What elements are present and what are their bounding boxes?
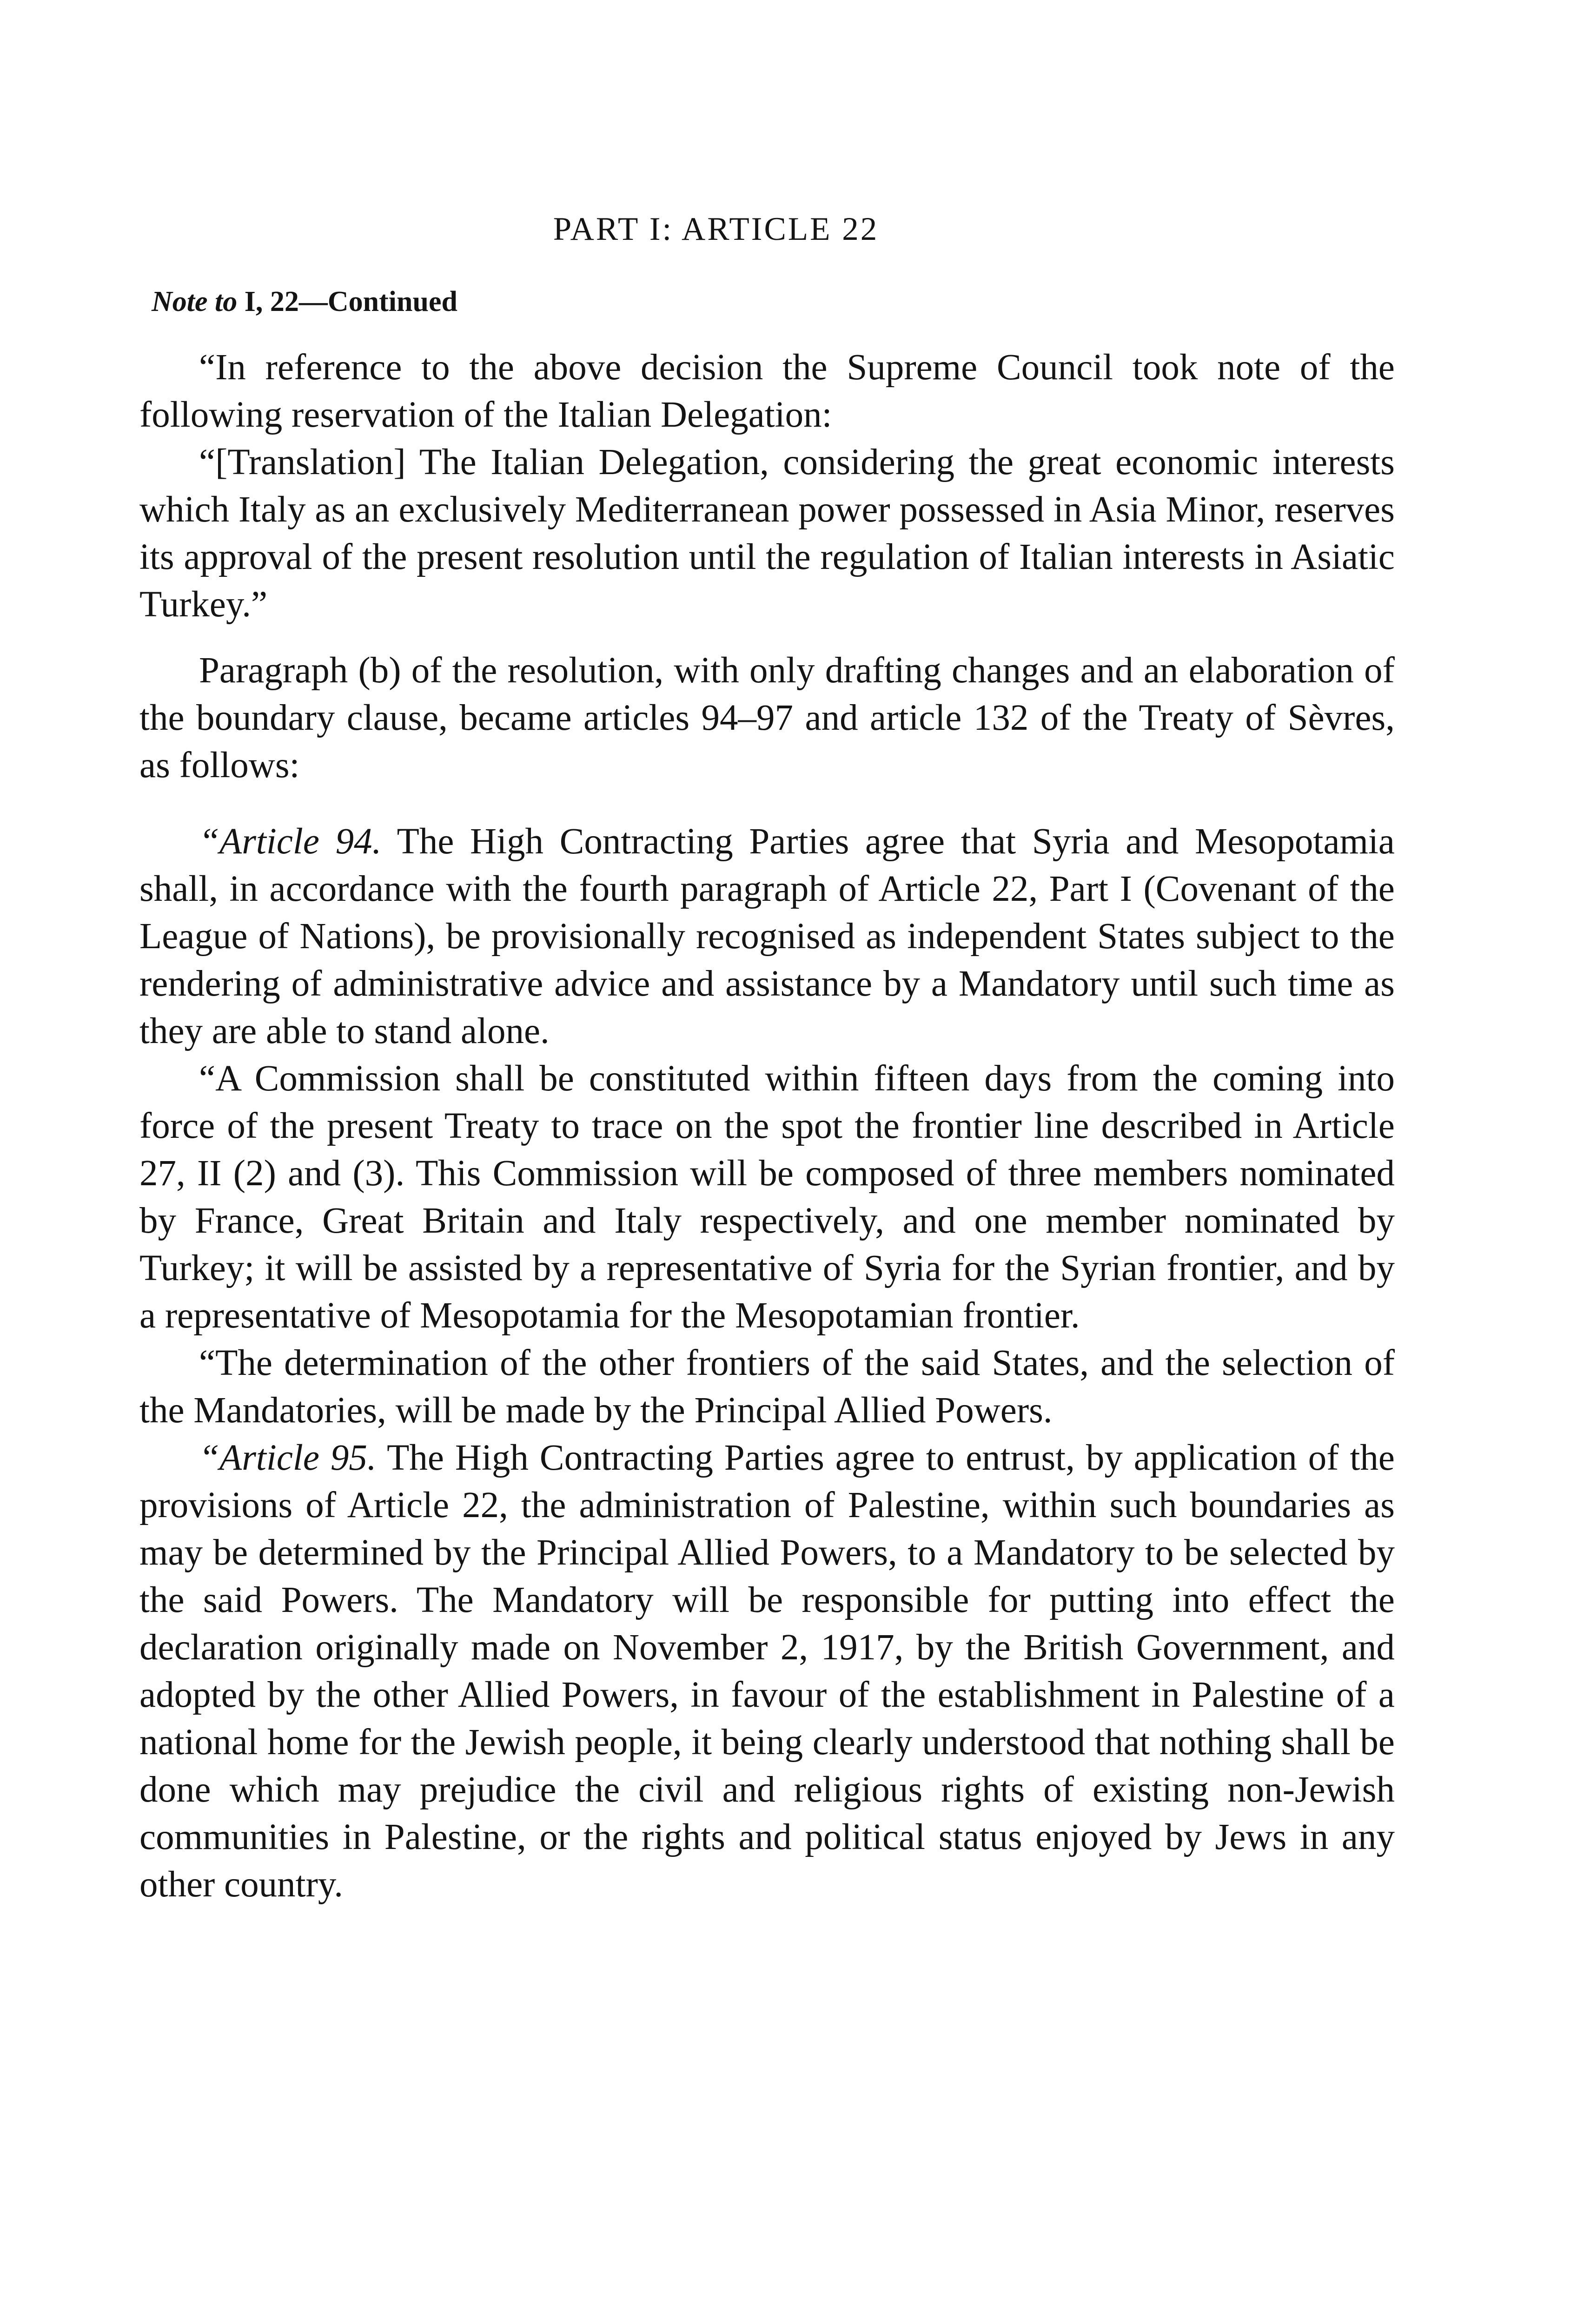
note-label: Note to xyxy=(152,286,238,317)
article-94-lead: “Article 94. xyxy=(199,821,382,862)
paragraph-article-95: “Article 95. The High Contracting Parties agree to entrust, by application of the provisions of Article 22, the administration of Palestine, within such boundaries as may be determined by the Principal Allied Powers, to a Mandatory to be selected by the said Powers. The Mandatory will be responsible for putting into effect the declaration originally made on November 2, 1917, by the British Government, and adopted by the other Allied Powers, in favour of the establishment in Palestine of a national home for the Jewish people, it being clearly understood that nothing shall be done which may prejudice the civil and religious rights of existing non-Jewish communities in Palestine, or the rights and political status enjoyed by Jews in any other country. xyxy=(139,1438,1395,1905)
note-heading xyxy=(152,287,457,316)
article-95-lead: “Article 95. xyxy=(199,1438,377,1478)
paragraph-other-frontiers: “The determination of the other frontiers of the said States, and the selection of the Mandatories, will be made by the Principal Allied Powers. xyxy=(139,1343,1395,1431)
running-head: PART I: ARTICLE 22 xyxy=(553,211,879,247)
body-text xyxy=(139,344,1395,1908)
note-reference: I, 22—Continued xyxy=(244,286,457,317)
paragraph-italian-reservation: “[Translation] The Italian Delegation, considering the great economic interests which Italy as an exclusively Mediterranean power possessed in Asia Minor, reserves its approval of the present resolution until the regulation of Italian interests in Asiatic Turkey.” xyxy=(139,442,1395,625)
paragraph-supreme-council: “In reference to the above decision the Supreme Council took note of the following reservation of the Italian Delegation: xyxy=(139,347,1395,435)
paragraph-article-94: “Article 94. The High Contracting Parties agree that Syria and Mesopotamia shall, in accordance with the fourth paragraph of Article 22, Part I (Covenant of the League of Nations), be provisionally recognised as independent States subject to the rendering of administrative advice and assistance by a Mandatory until such time as they are able to stand alone. xyxy=(139,821,1395,1051)
paragraph-commission: “A Commission shall be constituted within fifteen days from the coming into force of the present Treaty to trace on the spot the frontier line described in Article 27, II (2) and (3). This Commission will be composed of three members nominated by France, Great Britain and Italy respectively, and one member nominated by Turkey; it will be assisted by a representative of Syria for the Syrian frontier, and by a representative of Mesopotamia for the Mesopotamian frontier. xyxy=(139,1058,1395,1336)
paragraph-resolution-b: Paragraph (b) of the resolution, with only drafting changes and an elaboration of the boundary clause, became articles 94–97 and article 132 of the Treaty of Sèvres, as follows: xyxy=(139,650,1395,786)
